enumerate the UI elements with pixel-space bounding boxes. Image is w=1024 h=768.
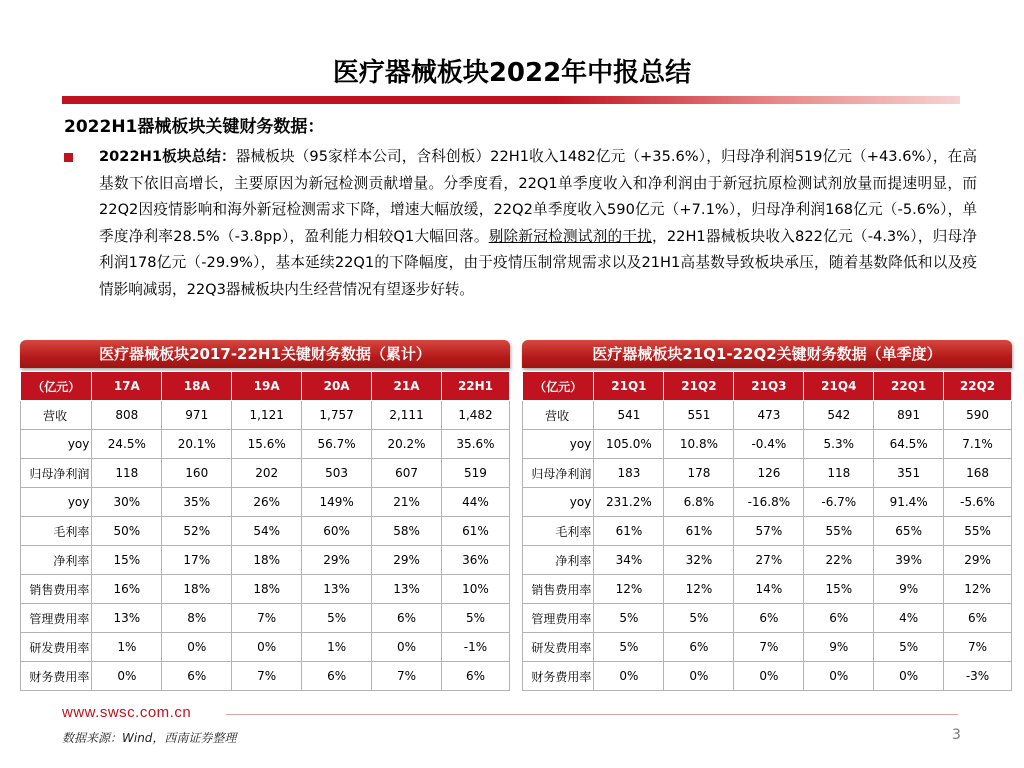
table-cell: 5% bbox=[594, 633, 664, 662]
table-cell: 57% bbox=[734, 517, 804, 546]
table-cell: 18% bbox=[232, 546, 302, 575]
table-cell: 118 bbox=[92, 459, 162, 488]
row-label: 归母净利润 bbox=[21, 459, 92, 488]
row-label: 毛利率 bbox=[21, 517, 92, 546]
section-subtitle: 2022H1器械板块关键财务数据： bbox=[64, 117, 325, 137]
summary-underlined-text: 剔除新冠检测试剂的干扰 bbox=[488, 227, 653, 245]
table-cell: 61% bbox=[441, 517, 509, 546]
table-cell: 27% bbox=[734, 546, 804, 575]
table-cell: 56.7% bbox=[302, 430, 372, 459]
summary-text-2: ，22H1器械板块收入822亿元（-4.3%），归母净利润178亿元（-29.9%），基本延续22Q1的下降幅度，由于疫情压制常规需求以及21H1高基数导致板块承压，随着基数降低和以及疫情影响减弱，22Q3器械板块内生经营情况有望逐步好转。 bbox=[99, 227, 977, 298]
page-title: 医疗器械板块2022年中报总结 bbox=[332, 58, 692, 88]
table-cell: 1,482 bbox=[441, 401, 509, 430]
row-label: 毛利率 bbox=[523, 517, 594, 546]
table-cell: 5% bbox=[302, 604, 372, 633]
table-cell: 0% bbox=[92, 662, 162, 691]
table-row bbox=[21, 430, 510, 459]
table-cell: 12% bbox=[944, 575, 1012, 604]
table-row bbox=[21, 401, 510, 430]
table-cell: 55% bbox=[804, 517, 874, 546]
unit-header: （亿元） bbox=[21, 372, 92, 401]
table-cell: 1% bbox=[92, 633, 162, 662]
table-cell: -16.8% bbox=[734, 488, 804, 517]
table-header-row bbox=[523, 372, 1012, 401]
table-row bbox=[21, 517, 510, 546]
table-row bbox=[523, 517, 1012, 546]
row-label: 营收 bbox=[21, 401, 92, 430]
table-cell: 1,121 bbox=[232, 401, 302, 430]
row-label: 财务费用率 bbox=[523, 662, 594, 691]
table-row bbox=[523, 633, 1012, 662]
period-header: 21Q2 bbox=[664, 372, 734, 401]
table-header-row bbox=[21, 372, 510, 401]
table-cell: 44% bbox=[441, 488, 509, 517]
table-cell: 4% bbox=[874, 604, 944, 633]
table-cell: 54% bbox=[232, 517, 302, 546]
table-cell: 971 bbox=[162, 401, 232, 430]
table-cell: 351 bbox=[874, 459, 944, 488]
table-cell: 231.2% bbox=[594, 488, 664, 517]
table-row bbox=[21, 488, 510, 517]
table-cell: 7% bbox=[734, 633, 804, 662]
table-cell: 55% bbox=[944, 517, 1012, 546]
table-cell: 13% bbox=[92, 604, 162, 633]
table-cell: 1,757 bbox=[302, 401, 372, 430]
footer-divider bbox=[226, 714, 958, 715]
table-cell: 17% bbox=[162, 546, 232, 575]
row-label: 归母净利润 bbox=[523, 459, 594, 488]
period-header: 19A bbox=[232, 372, 302, 401]
table-cell: 64.5% bbox=[874, 430, 944, 459]
summary-text-1: 器械板块（95家样本公司，含科创板）22H1收入1482亿元（+35.6%），归母净利润519亿元（+43.6%），在高基数下依旧高增长，主要原因为新冠检测贡献增量。分季度看，22Q1单季度收入和净利润由于新冠抗原检测试剂放量而提速明显，而22Q2因疫情影响和海外新冠检测需求下降，增速大幅放缓，22Q2单季度收入590亿元（+7.1%），归母净利润168亿元（-5.6%），单季度净利率28.5%（-3.8pp），盈利能力相较Q1大幅回落。 bbox=[99, 148, 977, 245]
table-cell: 6% bbox=[372, 604, 442, 633]
period-header: 22Q2 bbox=[944, 372, 1012, 401]
table-cell: -1% bbox=[441, 633, 509, 662]
table-row bbox=[21, 546, 510, 575]
table-cell: 202 bbox=[232, 459, 302, 488]
period-header: 22Q1 bbox=[874, 372, 944, 401]
table-cell: 13% bbox=[302, 575, 372, 604]
table-cell: 60% bbox=[302, 517, 372, 546]
table-cell: 7% bbox=[944, 633, 1012, 662]
table-cell: 1% bbox=[302, 633, 372, 662]
period-header: 21A bbox=[372, 372, 442, 401]
table-row bbox=[21, 459, 510, 488]
table-cell: 15% bbox=[92, 546, 162, 575]
table-cell: 14% bbox=[734, 575, 804, 604]
table-cell: 6.8% bbox=[664, 488, 734, 517]
table-cell: 29% bbox=[372, 546, 442, 575]
table-row bbox=[523, 459, 1012, 488]
table-cell: 22% bbox=[804, 546, 874, 575]
table-cell: 7% bbox=[232, 662, 302, 691]
table-cell: 20.1% bbox=[162, 430, 232, 459]
row-label: 研发费用率 bbox=[523, 633, 594, 662]
table-cell: 58% bbox=[372, 517, 442, 546]
table-row bbox=[21, 604, 510, 633]
row-label: 财务费用率 bbox=[21, 662, 92, 691]
table-cell: 542 bbox=[804, 401, 874, 430]
row-label: yoy bbox=[21, 488, 92, 517]
table-cell: 149% bbox=[302, 488, 372, 517]
table-cell: 808 bbox=[92, 401, 162, 430]
table-cell: 61% bbox=[664, 517, 734, 546]
table-cell: 6% bbox=[302, 662, 372, 691]
table-cell: 9% bbox=[874, 575, 944, 604]
table-cell: 0% bbox=[874, 662, 944, 691]
table-cell: 52% bbox=[162, 517, 232, 546]
table-cell: 607 bbox=[372, 459, 442, 488]
table-cell: -3% bbox=[944, 662, 1012, 691]
table-cell: 15% bbox=[804, 575, 874, 604]
table-row bbox=[523, 604, 1012, 633]
summary-paragraph bbox=[99, 144, 977, 303]
table-cell: 10.8% bbox=[664, 430, 734, 459]
period-header: 21Q1 bbox=[594, 372, 664, 401]
table-row bbox=[21, 662, 510, 691]
footer-website: www.swsc.com.cn bbox=[62, 704, 192, 721]
table-cell: 6% bbox=[441, 662, 509, 691]
table-cell: 5.3% bbox=[804, 430, 874, 459]
row-label: 营收 bbox=[523, 401, 594, 430]
table-cell: 0% bbox=[232, 633, 302, 662]
table-cell: 29% bbox=[302, 546, 372, 575]
table-row bbox=[523, 430, 1012, 459]
table-cell: 7% bbox=[232, 604, 302, 633]
row-label: 净利率 bbox=[21, 546, 92, 575]
table-cell: 0% bbox=[162, 633, 232, 662]
table-cell: 551 bbox=[664, 401, 734, 430]
table-cell: 6% bbox=[664, 633, 734, 662]
row-label: 销售费用率 bbox=[523, 575, 594, 604]
table-cell: 10% bbox=[441, 575, 509, 604]
unit-header: （亿元） bbox=[523, 372, 594, 401]
cumulative-financial-table bbox=[20, 371, 510, 691]
period-header: 18A bbox=[162, 372, 232, 401]
period-header: 21Q4 bbox=[804, 372, 874, 401]
table-cell: 6% bbox=[804, 604, 874, 633]
table-cell: 5% bbox=[441, 604, 509, 633]
table-cell: 519 bbox=[441, 459, 509, 488]
table-cell: 16% bbox=[92, 575, 162, 604]
table-cell: 183 bbox=[594, 459, 664, 488]
table-row bbox=[523, 401, 1012, 430]
table-row bbox=[21, 575, 510, 604]
table-cell: 39% bbox=[874, 546, 944, 575]
table-cell: 503 bbox=[302, 459, 372, 488]
table-cell: 178 bbox=[664, 459, 734, 488]
table-row bbox=[523, 546, 1012, 575]
table-cell: 50% bbox=[92, 517, 162, 546]
table-cell: 118 bbox=[804, 459, 874, 488]
table-cell: 0% bbox=[594, 662, 664, 691]
table-cell: 32% bbox=[664, 546, 734, 575]
period-header: 22H1 bbox=[441, 372, 509, 401]
table-cell: 0% bbox=[664, 662, 734, 691]
summary-lead: 2022H1板块总结： bbox=[99, 148, 236, 165]
table-cell: 15.6% bbox=[232, 430, 302, 459]
quarterly-financial-table bbox=[522, 371, 1012, 691]
table-row bbox=[523, 575, 1012, 604]
row-label: 销售费用率 bbox=[21, 575, 92, 604]
table-cell: 9% bbox=[804, 633, 874, 662]
left-table-caption: 医疗器械板块2017-22H1关键财务数据（累计） bbox=[20, 340, 510, 368]
table-cell: -5.6% bbox=[944, 488, 1012, 517]
table-cell: 35% bbox=[162, 488, 232, 517]
table-cell: 5% bbox=[594, 604, 664, 633]
period-header: 17A bbox=[92, 372, 162, 401]
row-label: 研发费用率 bbox=[21, 633, 92, 662]
table-cell: 12% bbox=[594, 575, 664, 604]
data-source-note: 数据来源：Wind，西南证券整理 bbox=[62, 731, 237, 745]
table-row bbox=[21, 633, 510, 662]
square-bullet-icon bbox=[64, 153, 73, 162]
table-cell: 6% bbox=[734, 604, 804, 633]
table-cell: 30% bbox=[92, 488, 162, 517]
table-cell: 5% bbox=[664, 604, 734, 633]
table-cell: 18% bbox=[232, 575, 302, 604]
table-cell: 105.0% bbox=[594, 430, 664, 459]
table-cell: 168 bbox=[944, 459, 1012, 488]
table-cell: 18% bbox=[162, 575, 232, 604]
table-cell: 26% bbox=[232, 488, 302, 517]
table-cell: 21% bbox=[372, 488, 442, 517]
table-cell: 35.6% bbox=[441, 430, 509, 459]
table-cell: -0.4% bbox=[734, 430, 804, 459]
table-cell: 473 bbox=[734, 401, 804, 430]
table-cell: 541 bbox=[594, 401, 664, 430]
table-cell: -6.7% bbox=[804, 488, 874, 517]
table-cell: 2,111 bbox=[372, 401, 442, 430]
table-cell: 91.4% bbox=[874, 488, 944, 517]
table-cell: 160 bbox=[162, 459, 232, 488]
table-cell: 6% bbox=[944, 604, 1012, 633]
table-cell: 891 bbox=[874, 401, 944, 430]
table-cell: 5% bbox=[874, 633, 944, 662]
row-label: 管理费用率 bbox=[523, 604, 594, 633]
table-cell: 29% bbox=[944, 546, 1012, 575]
row-label: yoy bbox=[21, 430, 92, 459]
table-row bbox=[523, 662, 1012, 691]
table-cell: 7% bbox=[372, 662, 442, 691]
table-cell: 0% bbox=[734, 662, 804, 691]
table-cell: 61% bbox=[594, 517, 664, 546]
period-header: 20A bbox=[302, 372, 372, 401]
table-cell: 12% bbox=[664, 575, 734, 604]
table-cell: 36% bbox=[441, 546, 509, 575]
table-cell: 0% bbox=[372, 633, 442, 662]
table-cell: 20.2% bbox=[372, 430, 442, 459]
period-header: 21Q3 bbox=[734, 372, 804, 401]
table-cell: 8% bbox=[162, 604, 232, 633]
title-underline-bar bbox=[62, 96, 960, 104]
table-cell: 13% bbox=[372, 575, 442, 604]
table-cell: 24.5% bbox=[92, 430, 162, 459]
table-cell: 590 bbox=[944, 401, 1012, 430]
row-label: 管理费用率 bbox=[21, 604, 92, 633]
table-cell: 34% bbox=[594, 546, 664, 575]
table-cell: 7.1% bbox=[944, 430, 1012, 459]
table-cell: 126 bbox=[734, 459, 804, 488]
row-label: yoy bbox=[523, 430, 594, 459]
table-cell: 65% bbox=[874, 517, 944, 546]
row-label: yoy bbox=[523, 488, 594, 517]
table-row bbox=[523, 488, 1012, 517]
right-table-caption: 医疗器械板块21Q1-22Q2关键财务数据（单季度） bbox=[522, 340, 1012, 368]
table-cell: 0% bbox=[804, 662, 874, 691]
table-cell: 6% bbox=[162, 662, 232, 691]
row-label: 净利率 bbox=[523, 546, 594, 575]
page-number: 3 bbox=[952, 727, 961, 743]
